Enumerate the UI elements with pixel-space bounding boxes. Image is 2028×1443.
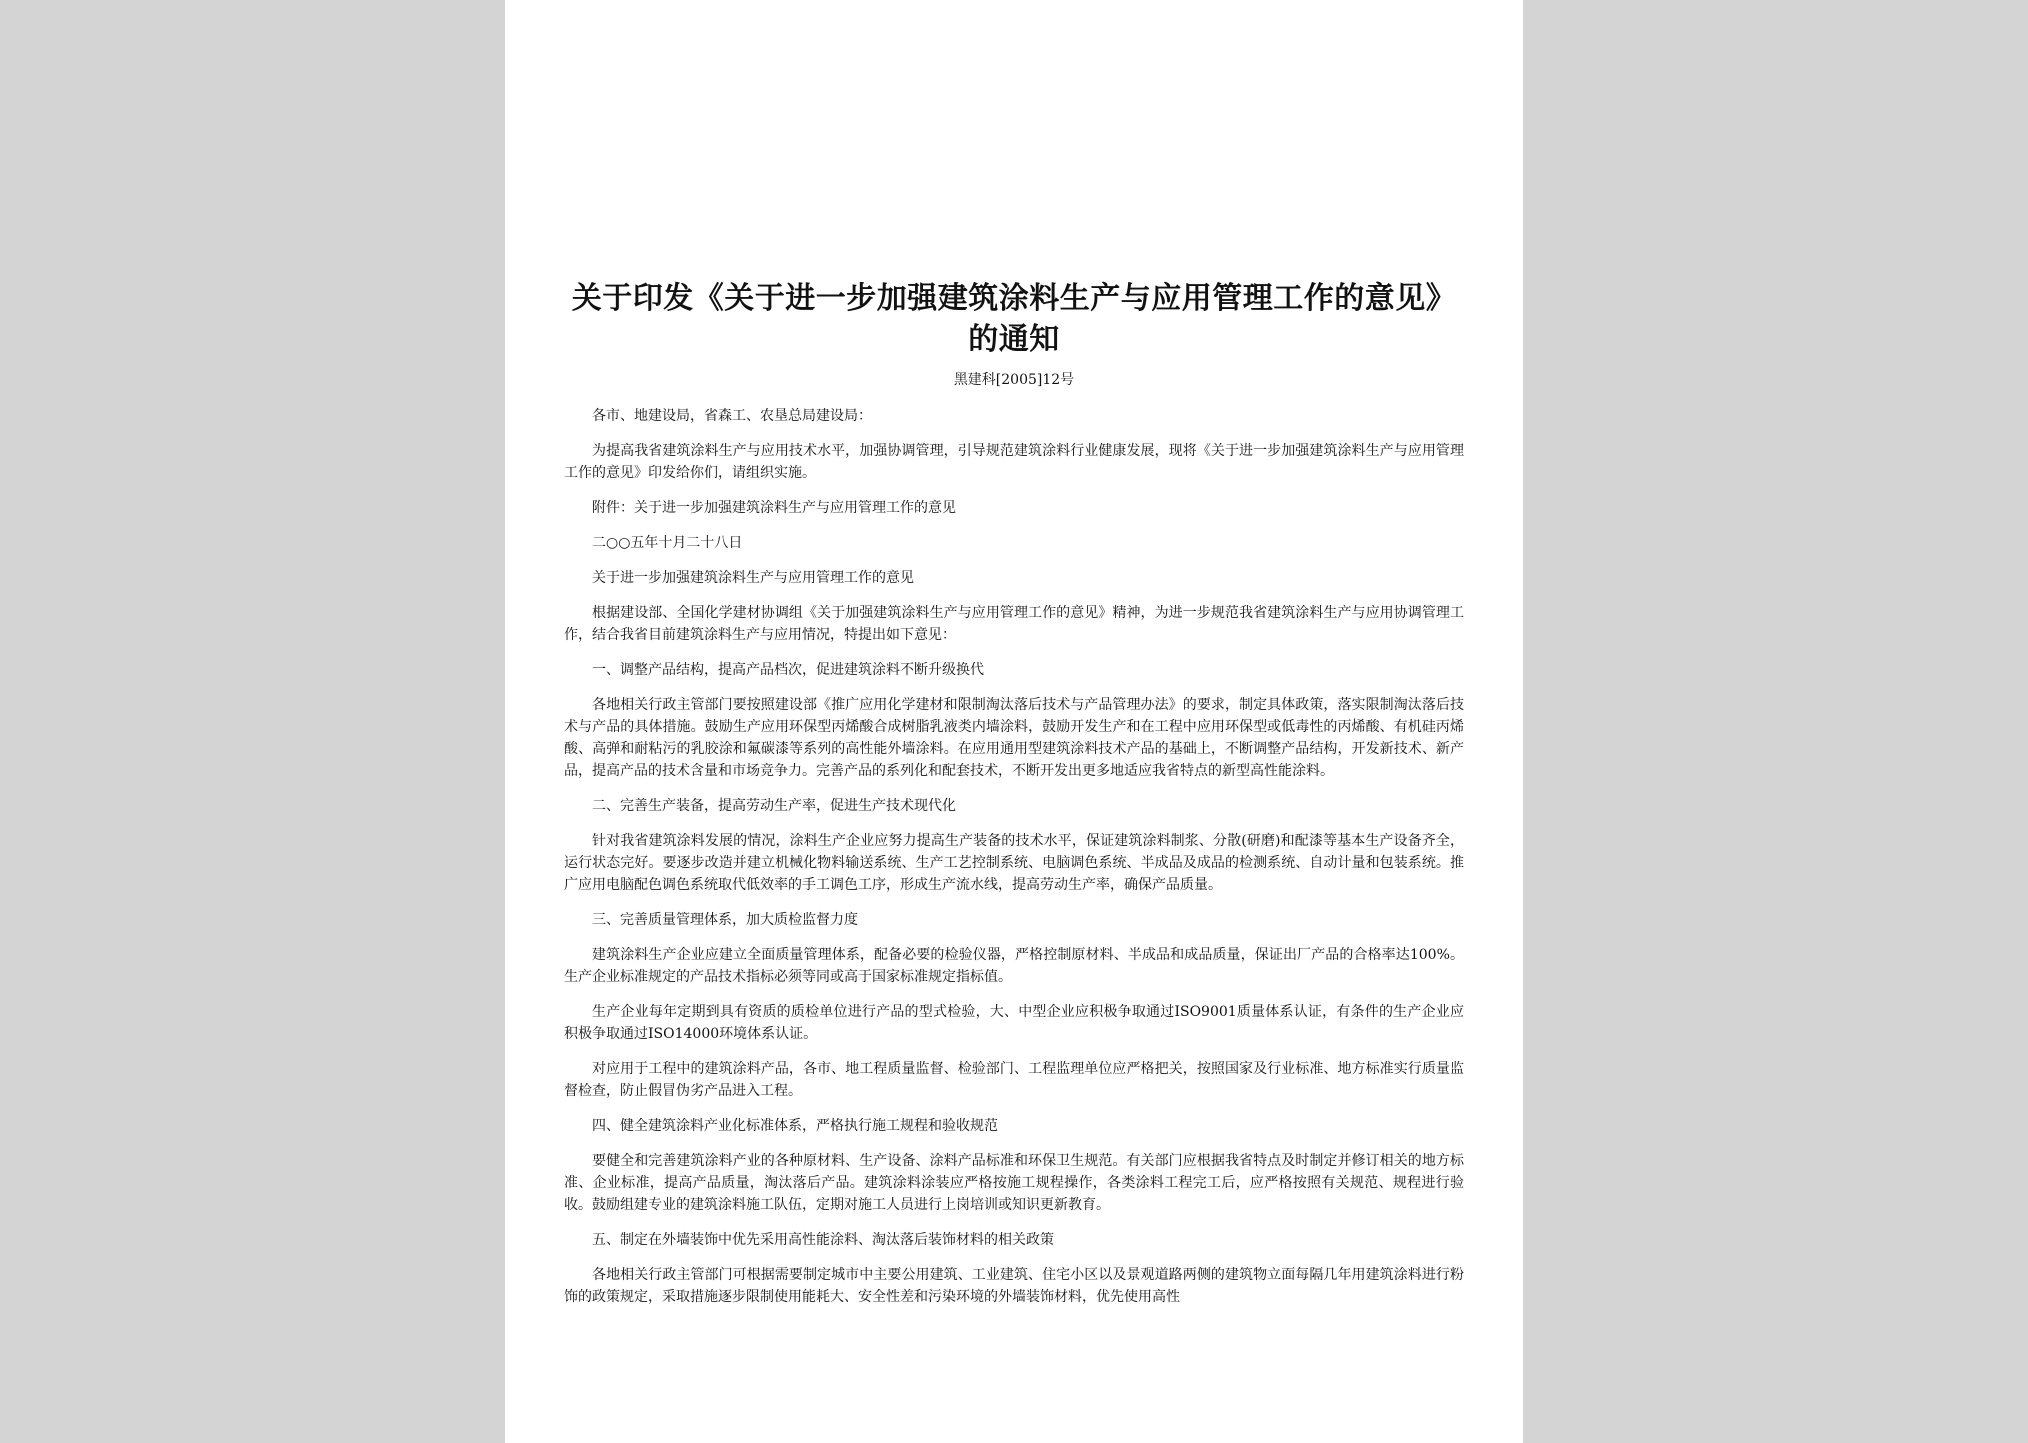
section-3-heading: 三、完善质量管理体系，加大质检监督力度 xyxy=(592,912,858,928)
section-1-body: 各地相关行政主管部门要按照建设部《推广应用化学建材和限制淘汰落后技术与产品管理办法》的要求，制定具体政策，落实限制淘汰落后技术与产品的具体措施。鼓励生产应用环保型丙烯酸合成树脂乳液类内墙涂料，鼓励开发生产和在工程中应用环保型或低毒性的丙烯酸、有机硅丙烯酸、高弹和耐粘污的乳胶涂和氟碳漆等系列的高性能外墙涂料。在应用通用型建筑涂料技术产品的基础上，不断调整产品结构，开发新技术、新产品，提高产品的技术含量和市场竞争力。完善产品的系列化和配套技术，不断开发出更多地适应我省特点的新型高性能涂料。 xyxy=(564,697,1464,779)
section-5-heading: 五、制定在外墙装饰中优先采用高性能涂料、淘汰落后装饰材料的相关政策 xyxy=(592,1232,1054,1248)
page-content xyxy=(564,278,1464,1308)
attachment-line: 附件：关于进一步加强建筑涂料生产与应用管理工作的意见 xyxy=(592,500,956,516)
addressee: 各市、地建设局，省森工、农垦总局建设局： xyxy=(592,408,872,424)
section-4-body: 要健全和完善建筑涂料产业的各种原材料、生产设备、涂料产品标准和环保卫生规范。有关部门应根据我省特点及时制定并修订相关的地方标准、企业标准，提高产品质量，淘汰落后产品。建筑涂料涂装应严格按施工规程操作，各类涂料工程完工后，应严格按照有关规范、规程进行验收。鼓励组建专业的建筑涂料施工队伍，定期对施工人员进行上岗培训或知识更新教育。 xyxy=(564,1153,1464,1213)
document-page xyxy=(505,0,1523,1443)
document-number: 黑建科[2005]12号 xyxy=(953,372,1075,388)
section-4-heading: 四、健全建筑涂料产业化标准体系，严格执行施工规程和验收规范 xyxy=(592,1118,998,1134)
section-2-body: 针对我省建筑涂料发展的情况，涂料生产企业应努力提高生产装备的技术水平，保证建筑涂料制浆、分散(研磨)和配漆等基本生产设备齐全，运行状态完好。要逐步改造并建立机械化物料输送系统、生产工艺控制系统、电脑调色系统、半成品及成品的检测系统、自动计量和包装系统。推广应用电脑配色调色系统取代低效率的手工调色工序，形成生产流水线，提高劳动生产率，确保产品质量。 xyxy=(564,833,1464,893)
section-2-heading: 二、完善生产装备，提高劳动生产率，促进生产技术现代化 xyxy=(592,798,956,814)
opinion-title: 关于进一步加强建筑涂料生产与应用管理工作的意见 xyxy=(592,570,914,586)
section-1-heading: 一、调整产品结构，提高产品档次，促进建筑涂料不断升级换代 xyxy=(592,662,984,678)
intro-paragraph: 为提高我省建筑涂料生产与应用技术水平，加强协调管理，引导规范建筑涂料行业健康发展，现将《关于进一步加强建筑涂料生产与应用管理工作的意见》印发给你们，请组织实施。 xyxy=(564,443,1464,481)
section-3-body-3: 对应用于工程中的建筑涂料产品，各市、地工程质量监督、检验部门、工程监理单位应严格把关，按照国家及行业标准、地方标准实行质量监督检查，防止假冒伪劣产品进入工程。 xyxy=(564,1061,1464,1099)
section-5-body: 各地相关行政主管部门可根据需要制定城市中主要公用建筑、工业建筑、住宅小区以及景观道路两侧的建筑物立面每隔几年用建筑涂料进行粉饰的政策规定，采取措施逐步限制使用能耗大、安全性差和污染环境的外墙装饰材料，优先使用高性 xyxy=(564,1267,1464,1305)
opinion-intro: 根据建设部、全国化学建材协调组《关于加强建筑涂料生产与应用管理工作的意见》精神，为进一步规范我省建筑涂料生产与应用协调管理工作，结合我省目前建筑涂料生产与应用情况，特提出如下意见： xyxy=(564,605,1464,643)
section-3-body-2: 生产企业每年定期到具有资质的质检单位进行产品的型式检验，大、中型企业应积极争取通过ISO9001质量体系认证，有条件的生产企业应积极争取通过ISO14000环境体系认证。 xyxy=(564,1004,1464,1042)
issue-date: 二○○五年十月二十八日 xyxy=(592,535,743,551)
section-3-body-1: 建筑涂料生产企业应建立全面质量管理体系，配备必要的检验仪器，严格控制原材料、半成品和成品质量，保证出厂产品的合格率达100%。生产企业标准规定的产品技术指标必须等同或高于国家标准规定指标值。 xyxy=(564,947,1464,985)
page-title: 关于印发《关于进一步加强建筑涂料生产与应用管理工作的意见》的通知 xyxy=(571,281,1457,357)
